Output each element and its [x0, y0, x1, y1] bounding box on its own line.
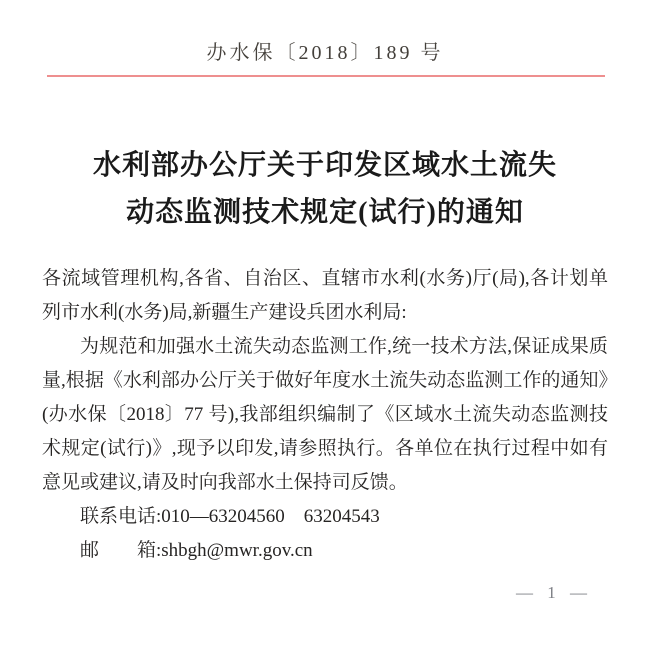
contact-email-address: shbgh@mwr.gov.cn — [161, 540, 313, 561]
document-body — [42, 262, 608, 568]
doc-number: 办水保〔2018〕189 号 — [206, 42, 444, 64]
document-title — [0, 142, 650, 236]
contact-phone-numbers: 010—63204560 63204543 — [161, 506, 380, 527]
title-line-1: 水利部办公厅关于印发区域水土流失 — [92, 150, 557, 181]
body-paragraph: 为规范和加强水土流失动态监测工作,统一技术方法,保证成果质量,根据《水利部办公厅关于做好年度水土流失动态监测工作的通知》(办水保〔2018〕77 号),我部组织编制了《区域水土流失动态监测技术规定(试行)》,现予以印发,请参照执行。各单位在执行过程中如有意见或建议,请及时向我部水土保持司反馈。 — [42, 336, 608, 493]
contact-email-label: 邮 箱: — [80, 540, 162, 561]
contact-email-line — [42, 534, 608, 568]
red-separator-line — [47, 75, 605, 77]
title-line-2: 动态监测技术规定(试行)的通知 — [126, 197, 524, 228]
contact-phone-line — [42, 500, 608, 534]
contact-phone-label: 联系电话: — [80, 506, 162, 527]
salutation: 各流域管理机构,各省、自治区、直辖市水利(水务)厅(局),各计划单列市水利(水务)局,新疆生产建设兵团水利局: — [42, 268, 608, 323]
page-number: — 1 — — [516, 583, 592, 602]
